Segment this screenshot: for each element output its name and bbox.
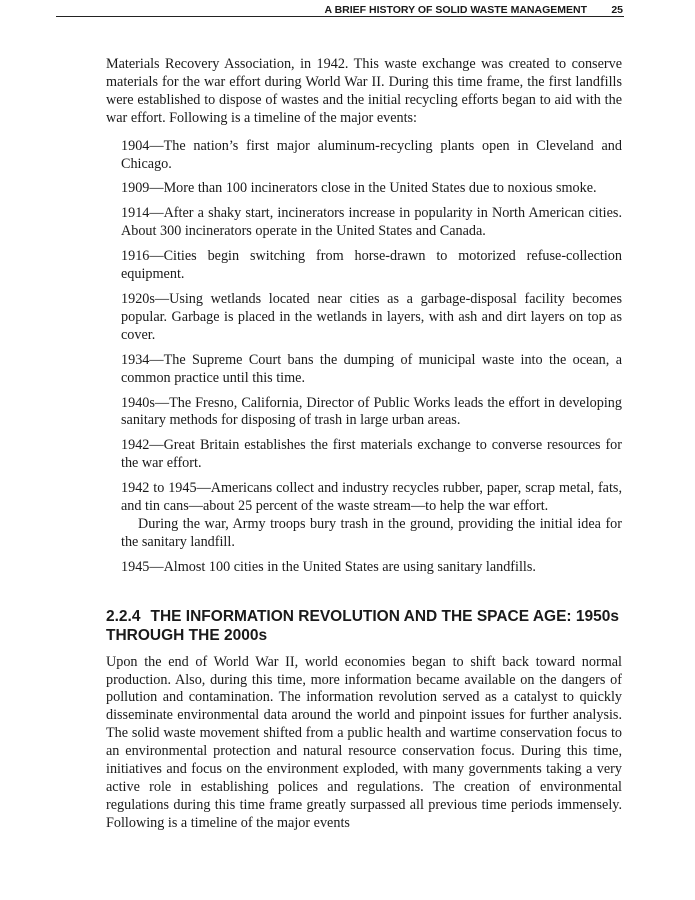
page-number: 25 — [611, 4, 623, 16]
timeline-item-1914: 1914—After a shaky start, incinerators increase in popularity in North American cities. About 300 incinerators operate in the United States and Canada. — [121, 205, 622, 240]
section-heading — [106, 607, 622, 645]
header-rule — [56, 16, 624, 17]
timeline-item-1909: 1909—More than 100 incinerators close in the United States due to noxious smoke. — [121, 180, 597, 197]
timeline-item-1920s: 1920s—Using wetlands located near cities as a garbage-disposal facility becomes popular. Garbage is placed in the wetlands in layers, with ash and dirt layers on top as cover. — [121, 290, 622, 343]
timeline-list — [106, 138, 622, 577]
running-head: A BRIEF HISTORY OF SOLID WASTE MANAGEMENT — [324, 4, 587, 16]
timeline-item-1904: 1904—The nation’s first major aluminum-recycling plants open in Cleveland and Chicago. — [121, 137, 622, 172]
timeline-item-text: 1942 to 1945—Americans collect and industry recycles rubber, paper, scrap metal, fats, and tin cans—about 25 percent of the waste stream—to help the war effort. — [121, 480, 622, 515]
timeline-item-1940s: 1940s—The Fresno, California, Director of Public Works leads the effort in developing sanitary methods for disposing of trash in large urban areas. — [121, 394, 622, 429]
timeline-continuation: During the war, Army troops bury trash in the ground, providing the initial idea for the sanitary landfill. — [121, 515, 622, 550]
timeline-item-1934: 1934—The Supreme Court bans the dumping of municipal waste into the ocean, a common practice until this time. — [121, 351, 622, 386]
timeline-item-1942: 1942—Great Britain establishes the first materials exchange to converse resources for the war effort. — [121, 437, 622, 472]
section-number: 2.2.4 — [106, 607, 141, 625]
page-body — [106, 56, 622, 833]
section-body: Upon the end of World War II, world economies began to shift back toward normal production. Also, during this time, more information became available on the dangers of pollution and contamination. The information revolution served as a catalyst to quickly disseminate environmental data around the world and pinpoint issues for further analysis. The solid waste movement shifted from a public health and wartime conservation focus to an environmental protection and natural resource conservation focus. During this time, initiatives and focus on the environment exploded, with many governments taking a very active role in establishing polices and regulations. The creation of environmental regulations during this time frame greatly surpassed all previous time periods immensely. Following is a timeline of the major events — [106, 653, 622, 831]
section-title: THE INFORMATION REVOLUTION AND THE SPACE AGE: 1950s THROUGH THE 2000s — [106, 607, 619, 644]
intro-paragraph: Materials Recovery Association, in 1942. This waste exchange was created to conserve materials for the war effort during World War II. During this time frame, the first landfills were established to dispose of wastes and the initial recycling efforts began to aid with the war effort. Following is a timeline of the major events: — [106, 56, 622, 126]
timeline-item-1916: 1916—Cities begin switching from horse-drawn to motorized refuse-collection equipment. — [121, 248, 622, 283]
timeline-item-1945: 1945—Almost 100 cities in the United States are using sanitary landfills. — [121, 558, 536, 575]
timeline-item-1942-1945 — [121, 480, 622, 552]
